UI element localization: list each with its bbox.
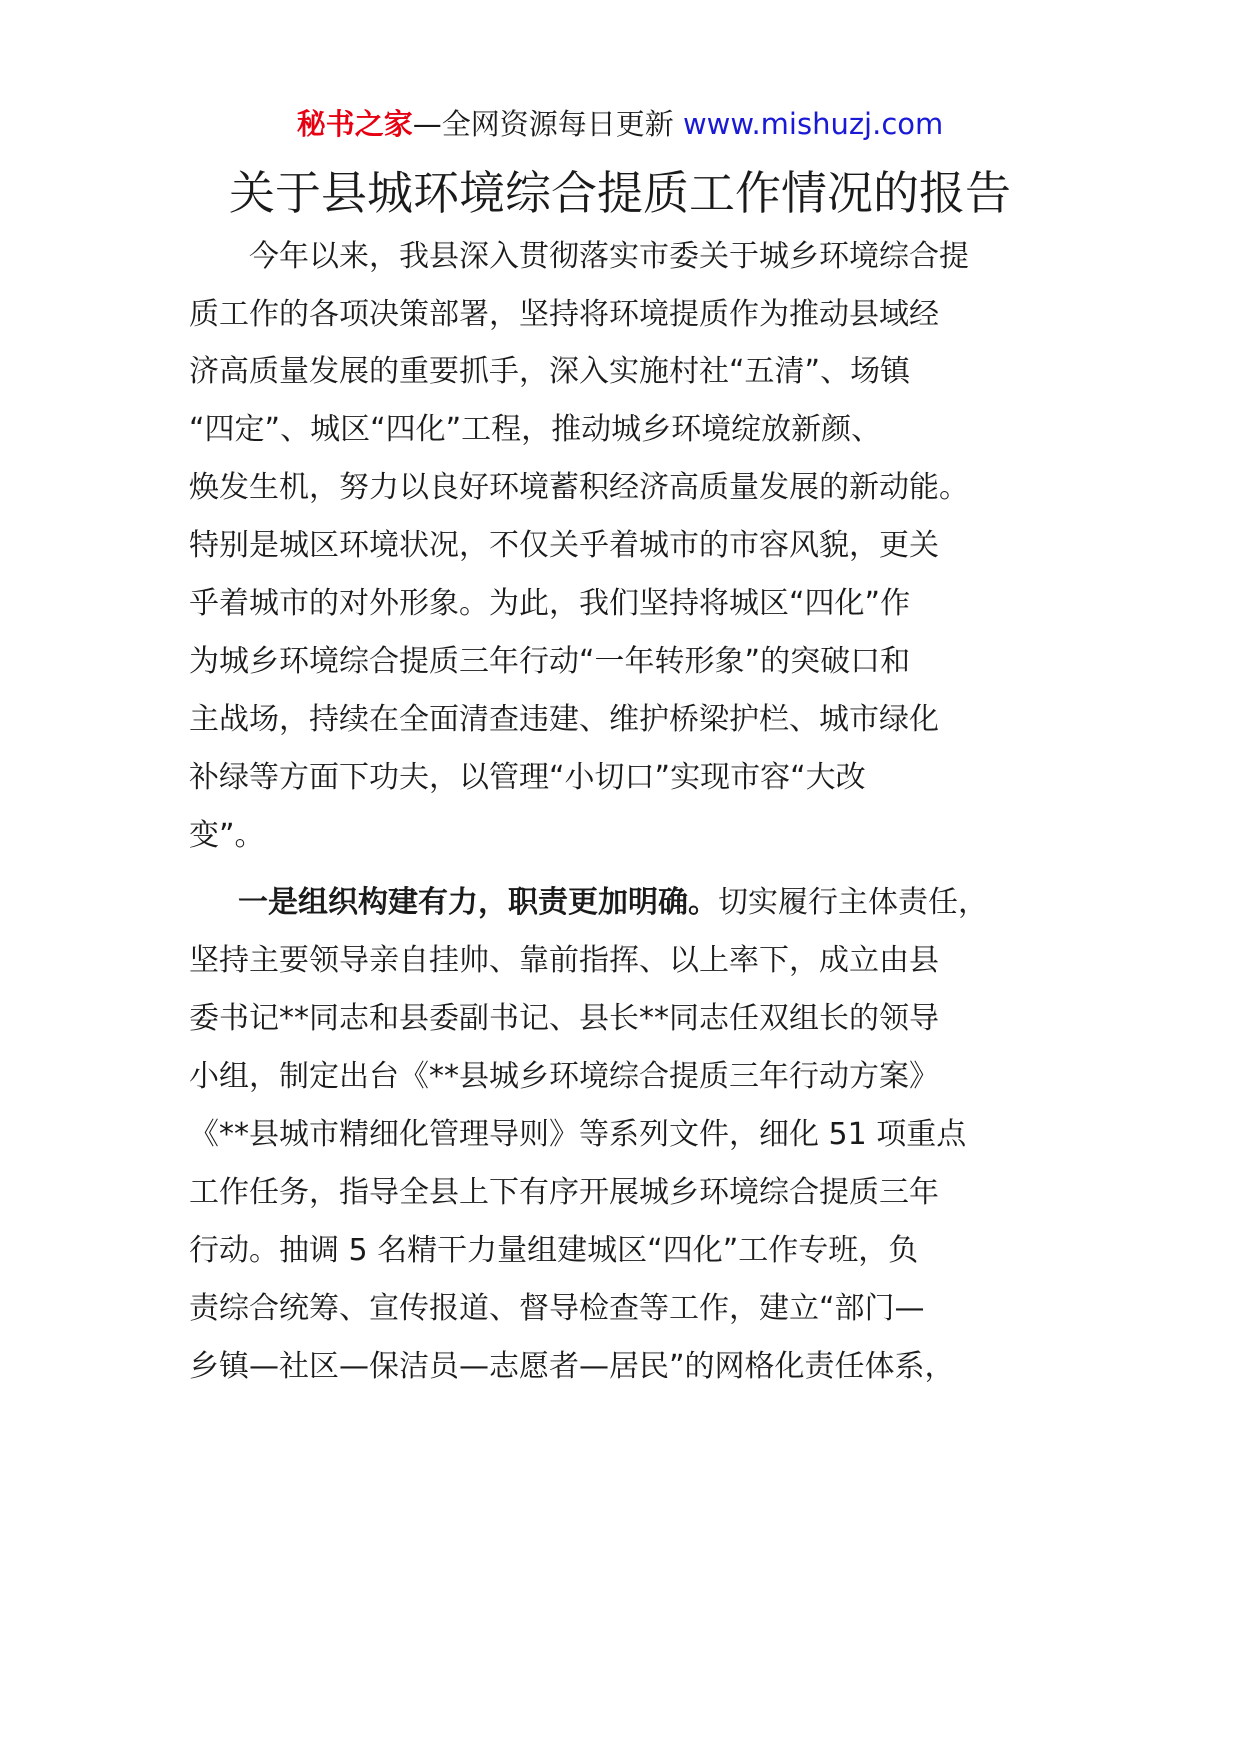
- paragraph-1-line: 主战场，持续在全面清查违建、维护桥梁护栏、城市绿化: [189, 702, 939, 737]
- paragraph-1-line: “四定”、城区“四化”工程，推动城乡环境绽放新颜、: [189, 412, 882, 447]
- site-tagline: —全网资源每日更新: [412, 107, 683, 141]
- paragraph-2-line: 乡镇—社区—保洁员—志愿者—居民”的网格化责任体系，: [189, 1349, 955, 1384]
- paragraph-1-line: 焕发生机，努力以良好环境蓄积经济高质量发展的新动能。: [189, 470, 969, 505]
- paragraph-2-line: 委书记**同志和县委副书记、县长**同志任双组长的领导: [189, 1001, 939, 1036]
- paragraph-1-line: 特别是城区环境状况，不仅关乎着城市的市容风貌，更关: [189, 528, 939, 563]
- paragraph-2-lead: 一是组织构建有力，职责更加明确。: [238, 885, 718, 920]
- site-brand: 秘书之家: [296, 107, 413, 141]
- paragraph-1-line: 济高质量发展的重要抓手，深入实施村社“五清”、场镇: [189, 354, 911, 389]
- site-url-link[interactable]: www.mishuzj.com: [682, 107, 944, 141]
- paragraph-1-line: 质工作的各项决策部署，坚持将环境提质作为推动县域经: [189, 297, 939, 332]
- paragraph-1-line: 变”。: [189, 818, 265, 853]
- paragraph-1-line: 补绿等方面下功夫，以管理“小切口”实现市容“大改: [189, 760, 866, 795]
- paragraph-2-line: 责综合统筹、宣传报道、督导检查等工作，建立“部门—: [189, 1291, 925, 1326]
- paragraph-1-line: 为城乡环境综合提质三年行动“一年转形象”的突破口和: [189, 644, 911, 679]
- paragraph-1-line: 今年以来，我县深入贯彻落实市委关于城乡环境综合提: [249, 239, 969, 274]
- paragraph-2-line: 《**县城市精细化管理导则》等系列文件，细化 51 项重点: [189, 1117, 967, 1152]
- paragraph-2-line: 坚持主要领导亲自挂帅、靠前指挥、以上率下，成立由县: [189, 943, 939, 978]
- paragraph-2-line: 工作任务，指导全县上下有序开展城乡环境综合提质三年: [189, 1175, 939, 1210]
- paragraph-1-line: 乎着城市的对外形象。为此，我们坚持将城区“四化”作: [189, 586, 911, 621]
- site-header: [0, 104, 1240, 144]
- paragraph-2-first-line-rest: 切实履行主体责任，: [718, 885, 988, 920]
- paragraph-2-first-line: [238, 883, 988, 923]
- paragraph-2-line: 行动。抽调 5 名精干力量组建城区“四化”工作专班，负: [189, 1233, 919, 1268]
- document-title: 关于县城环境综合提质工作情况的报告: [229, 166, 1011, 220]
- paragraph-2-line: 小组，制定出台《**县城乡环境综合提质三年行动方案》: [189, 1059, 939, 1094]
